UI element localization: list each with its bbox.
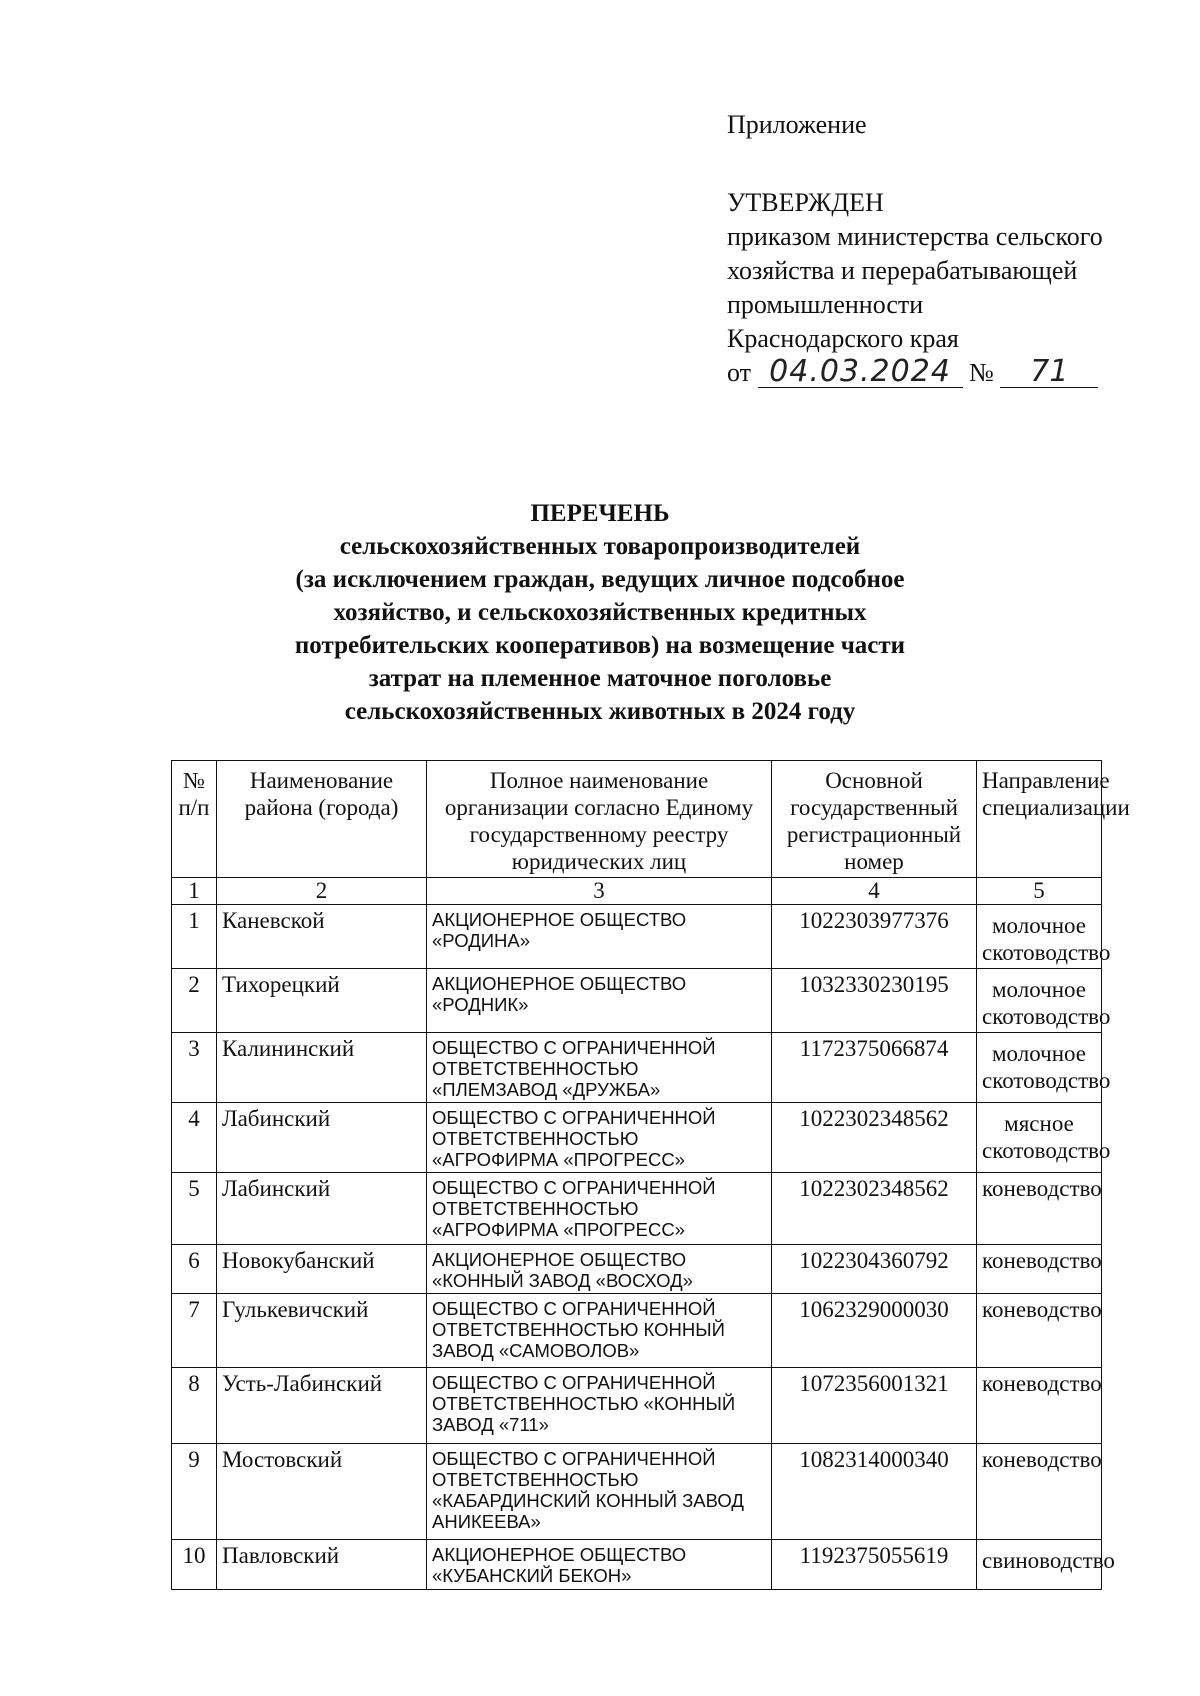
header-number: № п/п (172, 761, 217, 878)
row-organization: ОБЩЕСТВО С ОГРАНИЧЕННОЙ ОТВЕТСТВЕННОСТЬЮ КОННЫЙ ЗАВОД «САМОВОЛОВ» (427, 1294, 772, 1368)
row-ogrn: 1062329000030 (772, 1294, 977, 1368)
heading-line: сельскохозяйственных животных в 2024 году (344, 698, 856, 725)
row-specialization: коневодство (977, 1368, 1102, 1444)
row-ogrn: 1082314000340 (772, 1444, 977, 1540)
row-specialization: молочное скотоводство (977, 1033, 1102, 1103)
row-number: 3 (172, 1033, 217, 1103)
approval-line: Краснодарского края (727, 324, 959, 353)
table-row (172, 1368, 1102, 1444)
row-ogrn: 1022302348562 (772, 1103, 977, 1173)
heading-title: ПЕРЕЧЕНЬ (530, 500, 670, 527)
heading-line: сельскохозяйственных товаропроизводителей (339, 533, 861, 560)
row-organization: ОБЩЕСТВО С ОГРАНИЧЕННОЙ ОТВЕТСТВЕННОСТЬЮ «АГРОФИРМА «ПРОГРЕСС» (427, 1103, 772, 1173)
row-specialization: коневодство (977, 1245, 1102, 1294)
row-number: 7 (172, 1294, 217, 1368)
row-ogrn: 1022302348562 (772, 1173, 977, 1245)
approval-block (727, 108, 1147, 390)
row-district: Каневской (217, 905, 427, 969)
column-number: 2 (217, 878, 427, 905)
header-district: Наименование района (города) (217, 761, 427, 878)
row-organization: АКЦИОНЕРНОЕ ОБЩЕСТВО «КОННЫЙ ЗАВОД «ВОСХОД» (427, 1245, 772, 1294)
date-prefix: от (727, 358, 752, 387)
table-row (172, 969, 1102, 1033)
row-organization: ОБЩЕСТВО С ОГРАНИЧЕННОЙ ОТВЕТСТВЕННОСТЬЮ «КАБАРДИНСКИЙ КОННЫЙ ЗАВОД АНИКЕЕВА» (427, 1444, 772, 1540)
heading-line: (за исключением граждан, ведущих личное подсобное (295, 566, 905, 593)
row-specialization: коневодство (977, 1294, 1102, 1368)
row-ogrn: 1172375066874 (772, 1033, 977, 1103)
row-number: 5 (172, 1173, 217, 1245)
row-district: Усть-Лабинский (217, 1368, 427, 1444)
header-organization: Полное наименование организации согласно Единому государственному реестру юридических лиц (427, 761, 772, 878)
row-organization: АКЦИОНЕРНОЕ ОБЩЕСТВО «КУБАНСКИЙ БЕКОН» (427, 1540, 772, 1590)
number-prefix: № (969, 358, 994, 387)
row-district: Мостовский (217, 1444, 427, 1540)
table-row (172, 1173, 1102, 1245)
table-row (172, 1540, 1102, 1590)
table-row (172, 905, 1102, 969)
row-district: Гулькевичский (217, 1294, 427, 1368)
row-organization: АКЦИОНЕРНОЕ ОБЩЕСТВО «РОДИНА» (427, 905, 772, 969)
heading-line: затрат на племенное маточное поголовье (368, 665, 832, 692)
row-organization: ОБЩЕСТВО С ОГРАНИЧЕННОЙ ОТВЕТСТВЕННОСТЬЮ «АГРОФИРМА «ПРОГРЕСС» (427, 1173, 772, 1245)
row-number: 8 (172, 1368, 217, 1444)
row-specialization: свиноводство (977, 1540, 1102, 1590)
table-row (172, 1103, 1102, 1173)
row-number: 9 (172, 1444, 217, 1540)
table-row (172, 1245, 1102, 1294)
heading-line: потребительских кооперативов) на возмещение части (294, 632, 906, 659)
column-number-row (172, 878, 1102, 905)
column-number: 1 (172, 878, 217, 905)
row-ogrn: 1072356001321 (772, 1368, 977, 1444)
row-organization: АКЦИОНЕРНОЕ ОБЩЕСТВО «РОДНИК» (427, 969, 772, 1033)
row-organization: ОБЩЕСТВО С ОГРАНИЧЕННОЙ ОТВЕТСТВЕННОСТЬЮ «ПЛЕМЗАВОД «ДРУЖБА» (427, 1033, 772, 1103)
approval-title: УТВЕРЖДЕН (727, 188, 884, 217)
row-district: Тихорецкий (217, 969, 427, 1033)
approval-line: промышленности (727, 290, 924, 319)
column-number: 5 (977, 878, 1102, 905)
row-specialization: молочное скотоводство (977, 969, 1102, 1033)
row-ogrn: 1022303977376 (772, 905, 977, 969)
row-specialization: коневодство (977, 1173, 1102, 1245)
producers-table (171, 760, 1130, 1590)
row-ogrn: 1022304360792 (772, 1245, 977, 1294)
approval-line: приказом министерства сельского (727, 222, 1103, 251)
row-number: 4 (172, 1103, 217, 1173)
column-number: 3 (427, 878, 772, 905)
handwritten-date: 04.03.2024 (758, 357, 963, 388)
column-number: 4 (772, 878, 977, 905)
row-district: Лабинский (217, 1103, 427, 1173)
table-row (172, 1444, 1102, 1540)
row-number: 10 (172, 1540, 217, 1590)
row-specialization: коневодство (977, 1444, 1102, 1540)
table-row (172, 1294, 1102, 1368)
document-heading (200, 497, 1000, 728)
row-district: Новокубанский (217, 1245, 427, 1294)
row-specialization: мясное скотоводство (977, 1103, 1102, 1173)
row-specialization: молочное скотоводство (977, 905, 1102, 969)
row-ogrn: 1192375055619 (772, 1540, 977, 1590)
approval-date-line (727, 356, 1147, 390)
row-number: 2 (172, 969, 217, 1033)
table-row (172, 1033, 1102, 1103)
table-header-row (172, 761, 1102, 878)
handwritten-number: 71 (1000, 357, 1098, 388)
row-organization: ОБЩЕСТВО С ОГРАНИЧЕННОЙ ОТВЕТСТВЕННОСТЬЮ «КОННЫЙ ЗАВОД «711» (427, 1368, 772, 1444)
row-district: Калининский (217, 1033, 427, 1103)
appendix-label: Приложение (727, 110, 867, 139)
row-number: 6 (172, 1245, 217, 1294)
header-specialization: Направление специализации (977, 761, 1102, 878)
row-number: 1 (172, 905, 217, 969)
heading-line: хозяйство, и сельскохозяйственных кредитных (333, 599, 867, 626)
row-district: Лабинский (217, 1173, 427, 1245)
header-ogrn: Основной государственный регистрационный номер (772, 761, 977, 878)
approval-line: хозяйства и перерабатывающей (727, 256, 1078, 285)
row-ogrn: 1032330230195 (772, 969, 977, 1033)
row-district: Павловский (217, 1540, 427, 1590)
